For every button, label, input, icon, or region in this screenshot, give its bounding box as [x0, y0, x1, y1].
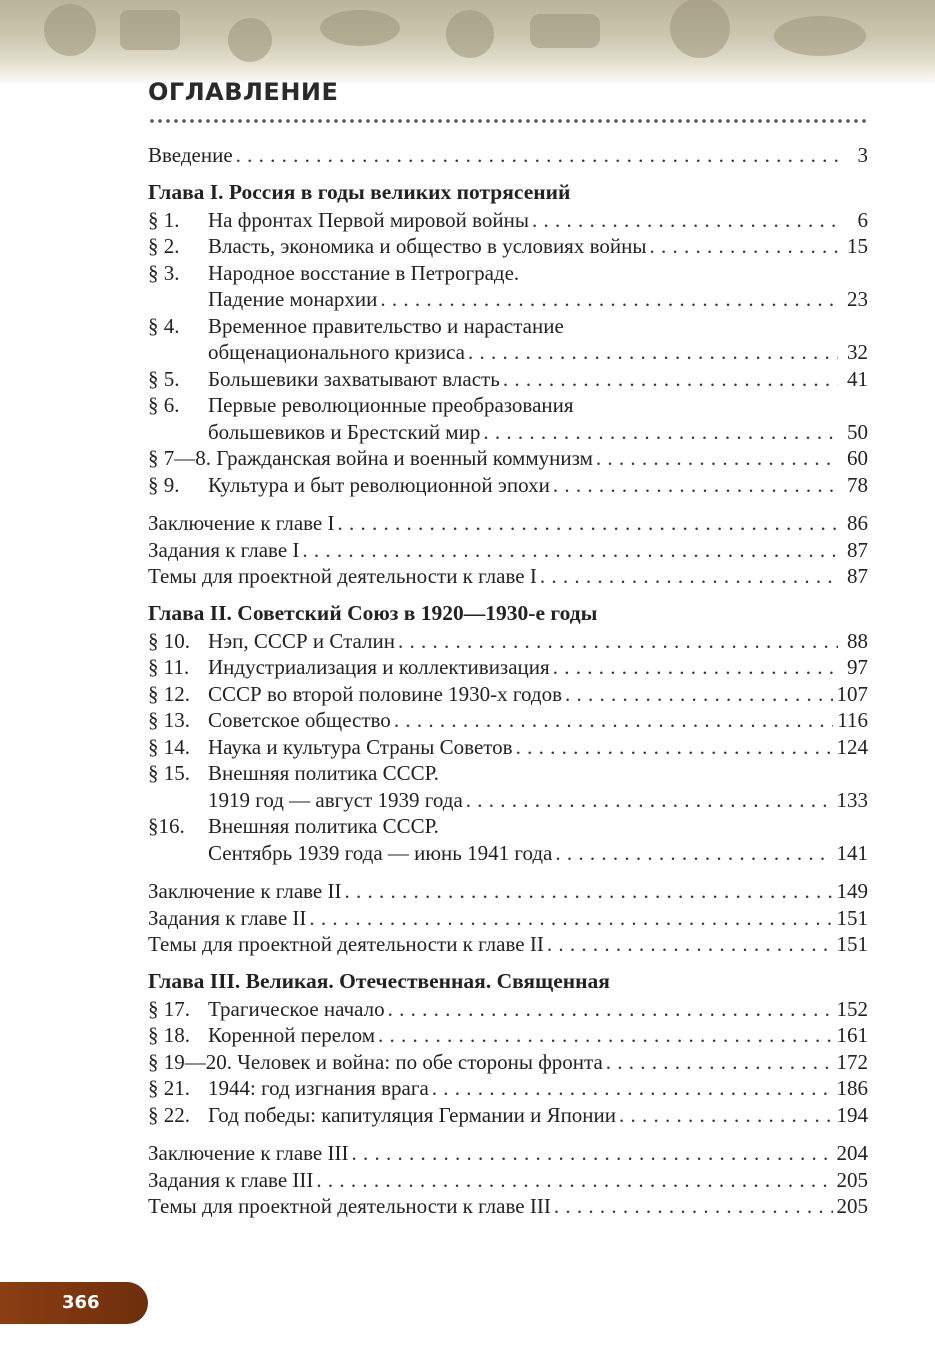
- toc-entry[interactable]: [148, 207, 868, 234]
- entry-page-number: 23: [847, 287, 868, 311]
- dot-leader: [466, 787, 833, 814]
- toc-entry[interactable]: [148, 472, 868, 499]
- entry-page-number: 87: [847, 537, 868, 562]
- dot-leader: [380, 286, 838, 313]
- toc-entry[interactable]: [148, 1022, 868, 1049]
- entry-title: Темы для проектной деятельности к главе III: [148, 1193, 554, 1220]
- entry-title: Внешняя политика СССР.: [208, 813, 442, 840]
- section-number: § 22.: [148, 1102, 190, 1127]
- entry-page-number: 133: [836, 787, 868, 812]
- dot-leader: [532, 207, 838, 234]
- dot-leader: [468, 339, 838, 366]
- entry-title: общенационального кризиса: [208, 339, 468, 366]
- entry-page-number: 205: [836, 1194, 868, 1218]
- toc-entry[interactable]: [148, 734, 868, 761]
- entry-page-number: 3: [857, 143, 868, 167]
- entry-page-number: 186: [836, 1076, 868, 1100]
- header-banner: [0, 0, 935, 86]
- entry-title: Нэп, СССР и Сталин: [208, 628, 398, 655]
- section-number: § 14.: [148, 734, 190, 759]
- section-number: § 3.: [148, 260, 180, 285]
- dot-leader: [351, 1140, 832, 1167]
- entry-title: Темы для проектной деятельности к главе II: [148, 931, 547, 958]
- dot-leader: [398, 628, 838, 655]
- dot-leader: [619, 1102, 832, 1129]
- toc-entry[interactable]: [148, 537, 868, 564]
- entry-title: Год победы: капитуляция Германии и Японии: [208, 1102, 619, 1129]
- table-of-contents: [148, 142, 868, 1220]
- entry-title: Культура и быт революционной эпохи: [208, 472, 553, 499]
- entry-page-number: 116: [837, 708, 868, 732]
- toc-entry[interactable]: [148, 1102, 868, 1129]
- entry-title: Падение монархии: [208, 286, 380, 313]
- entry-title: Временное правительство и нарастание: [208, 313, 567, 340]
- entry-title: Индустриализация и коллективизация: [208, 654, 553, 681]
- dot-leader: [553, 654, 838, 681]
- entry-page-number: 151: [836, 932, 868, 956]
- toc-entry[interactable]: [148, 366, 868, 393]
- toc-entry[interactable]: [148, 260, 868, 313]
- dot-leader: [554, 1193, 833, 1220]
- entry-page-number: 172: [836, 1049, 868, 1074]
- entry-title: Заключение к главе II: [148, 878, 345, 905]
- dot-leader: [555, 840, 832, 867]
- entry-page-number: 86: [847, 511, 868, 535]
- section-number: § 6.: [148, 393, 180, 417]
- section-number: § 2.: [148, 234, 180, 258]
- entry-title: Трагическое начало: [208, 996, 388, 1023]
- toc-entry[interactable]: [148, 1167, 868, 1194]
- dot-leader: [596, 445, 838, 472]
- entry-page-number: 204: [836, 1141, 868, 1165]
- dot-leader: [309, 905, 832, 932]
- spacer: [148, 498, 868, 510]
- toc-entry[interactable]: [148, 905, 868, 932]
- section-number: § 5.: [148, 366, 180, 391]
- entry-title: большевиков и Брестский мир: [208, 419, 483, 446]
- entry-page-number: 141: [836, 840, 868, 865]
- entry-page-number: 87: [847, 564, 868, 588]
- toc-entry[interactable]: [148, 392, 868, 445]
- section-number: § 12.: [148, 681, 190, 706]
- entry-page-number: 88: [847, 628, 868, 653]
- entry-page-number: 41: [847, 366, 868, 391]
- entry-page-number: 151: [836, 905, 868, 930]
- toc-entry[interactable]: [148, 878, 868, 905]
- entry-title: Заключение к главе I: [148, 510, 338, 537]
- entry-title: Задания к главе III: [148, 1167, 316, 1194]
- dot-leader: [345, 878, 833, 905]
- toc-entry[interactable]: [148, 445, 868, 472]
- dot-leader: [302, 537, 838, 564]
- page-title: ОГЛАВЛЕНИЕ: [148, 78, 339, 106]
- entry-title: Первые революционные преобразования: [208, 392, 577, 419]
- dot-leader: [649, 233, 838, 260]
- dot-leader: [316, 1167, 832, 1194]
- entry-title: Заключение к главе III: [148, 1140, 351, 1167]
- entry-page-number: 124: [836, 734, 868, 759]
- entry-title: Сентябрь 1939 года — июнь 1941 года: [208, 840, 555, 867]
- toc-entry[interactable]: [148, 510, 868, 537]
- entry-title: Советское общество: [208, 707, 394, 734]
- dot-leader: [388, 996, 833, 1023]
- section-number: § 18.: [148, 1023, 190, 1047]
- entry-title: Внешняя политика СССР.: [208, 760, 442, 787]
- toc-entry[interactable]: [148, 1075, 868, 1102]
- toc-entry[interactable]: [148, 681, 868, 708]
- toc-entry[interactable]: [148, 142, 868, 169]
- section-number: § 15.: [148, 761, 190, 785]
- toc-entry[interactable]: [148, 996, 868, 1023]
- toc-entry[interactable]: [148, 1193, 868, 1220]
- toc-entry[interactable]: [148, 654, 868, 681]
- entry-title: Темы для проектной деятельности к главе I: [148, 563, 540, 590]
- toc-entry[interactable]: [148, 563, 868, 590]
- toc-entry[interactable]: [148, 931, 868, 958]
- entry-title: § 19—20. Человек и война: по обе стороны фронта: [148, 1049, 606, 1076]
- entry-title: Задания к главе II: [148, 905, 309, 932]
- page-number-tab: [0, 1282, 148, 1324]
- entry-title: 1919 год — август 1939 года: [208, 787, 466, 814]
- dot-leader: [516, 734, 833, 761]
- entry-title: Наука и культура Страны Советов: [208, 734, 516, 761]
- section-number: §16.: [148, 814, 185, 838]
- entry-title: Власть, экономика и общество в условиях войны: [208, 233, 649, 260]
- toc-entry[interactable]: [148, 707, 868, 734]
- dot-leader: [606, 1049, 833, 1076]
- banner-illustration: [0, 0, 935, 86]
- toc-entry[interactable]: [148, 1049, 868, 1076]
- dot-leader: [236, 142, 838, 169]
- dot-leader: [565, 681, 833, 708]
- section-number: § 10.: [148, 628, 190, 653]
- dotted-divider: [148, 118, 868, 124]
- dot-leader: [378, 1022, 833, 1049]
- dot-leader: [547, 931, 833, 958]
- dot-leader: [540, 563, 838, 590]
- dot-leader: [553, 472, 838, 499]
- section-number: § 4.: [148, 313, 180, 338]
- entry-page-number: 6: [857, 207, 868, 232]
- entry-title: § 7—8. Гражданская война и военный коммунизм: [148, 445, 596, 472]
- entry-page-number: 107: [836, 681, 868, 706]
- entry-page-number: 32: [847, 340, 868, 364]
- dot-leader: [338, 510, 839, 537]
- entry-page-number: 194: [836, 1102, 868, 1127]
- entry-page-number: 60: [847, 446, 868, 470]
- entry-page-number: 205: [836, 1167, 868, 1192]
- toc-entry[interactable]: [148, 233, 868, 260]
- entry-page-number: 149: [836, 879, 868, 903]
- entry-page-number: 78: [847, 472, 868, 497]
- section-number: § 21.: [148, 1076, 190, 1100]
- toc-entry[interactable]: [148, 313, 868, 366]
- section-number: § 13.: [148, 708, 190, 732]
- section-number: § 1.: [148, 207, 180, 232]
- section-number: § 11.: [148, 655, 190, 679]
- page-number: 366: [62, 1292, 100, 1313]
- entry-title: Задания к главе I: [148, 537, 302, 564]
- entry-page-number: 161: [836, 1023, 868, 1047]
- entry-title: 1944: год изгнания врага: [208, 1075, 432, 1102]
- dot-leader: [503, 366, 838, 393]
- dot-leader: [394, 707, 833, 734]
- entry-page-number: 152: [836, 996, 868, 1021]
- section-number: § 17.: [148, 996, 190, 1021]
- toc-entry[interactable]: [148, 813, 868, 866]
- entry-title: Большевики захватывают власть: [208, 366, 503, 393]
- toc-entry[interactable]: [148, 628, 868, 655]
- entry-title: Коренной перелом: [208, 1022, 378, 1049]
- entry-title: Введение: [148, 142, 236, 169]
- entry-page-number: 15: [847, 234, 868, 258]
- section-number: § 9.: [148, 472, 180, 497]
- dot-leader: [432, 1075, 833, 1102]
- entry-title: Народное восстание в Петрограде.: [208, 260, 522, 287]
- dot-leader: [483, 419, 838, 446]
- entry-title: СССР во второй половине 1930-х годов: [208, 681, 565, 708]
- entry-page-number: 97: [847, 655, 868, 679]
- toc-entry[interactable]: [148, 1140, 868, 1167]
- chapter-heading: Глава III. Великая. Отечественная. Священная: [148, 968, 610, 993]
- entry-title: На фронтах Первой мировой войны: [208, 207, 532, 234]
- spacer: [148, 866, 868, 878]
- chapter-heading: Глава I. Россия в годы великих потрясений: [148, 179, 571, 204]
- chapter-heading: Глава II. Советский Союз в 1920—1930-е годы: [148, 600, 598, 625]
- spacer: [148, 1128, 868, 1140]
- entry-page-number: 50: [847, 419, 868, 444]
- toc-entry[interactable]: [148, 760, 868, 813]
